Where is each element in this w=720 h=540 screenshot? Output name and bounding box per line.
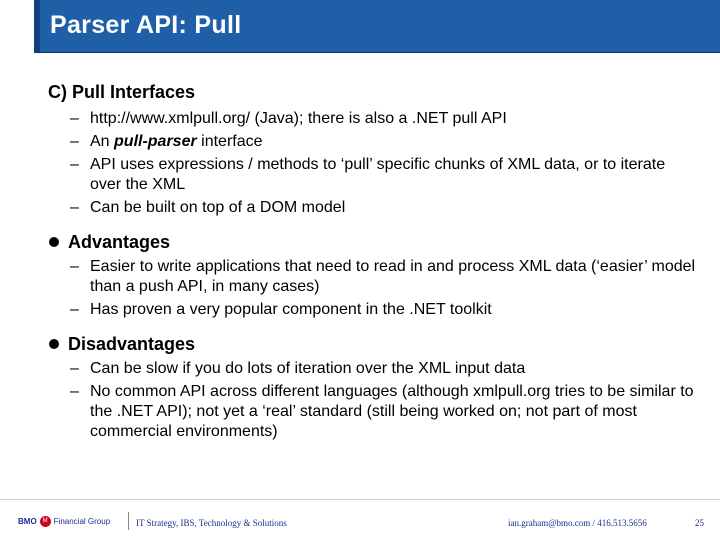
advantages-heading: Advantages [68,232,171,252]
bullet-icon [49,339,59,349]
slide-title: Parser API: Pull [50,11,242,39]
footer-contact: ian.graham@bmo.com / 416.513.5656 [508,518,647,528]
title-bar [34,0,720,53]
advantages-list [48,257,698,320]
emphasis-text: pull-parser [114,133,197,150]
section-c-heading: C) Pull Interfaces [48,82,196,102]
advantages-heading-row [48,232,698,253]
slide-footer [0,499,720,540]
list-item-api-expressions: – API uses expressions / methods to ‘pull’ specific chunks of XML data, or to iterate over the XML [70,155,698,195]
page-number: 25 [695,518,704,528]
logo-brand: BMO [18,517,37,526]
list-item: – Can be slow if you do lots of iteration over the XML input data [70,359,698,379]
list-item: – Easier to write applications that need to read in and process XML data (‘easier’ model than a push API, in many cases) [70,257,698,297]
bullet-icon [49,237,59,247]
section-c-list [48,109,698,218]
footer-divider [128,512,129,530]
slide-content [48,82,698,456]
logo-group-name: Financial Group [53,517,111,526]
list-item: – Has proven a very popular component in the .NET toolkit [70,300,698,320]
disadvantages-list [48,359,698,442]
footer-department: IT Strategy, IBS, Technology & Solutions [136,518,287,528]
disadvantages-heading: Disadvantages [68,334,196,354]
bmo-roundel-icon: M [40,516,51,527]
bmo-logo [18,516,110,527]
list-item-xmlpull: – http://www.xmlpull.org/ (Java); there is also a .NET pull API [70,109,698,129]
text-fragment: An [90,133,115,150]
list-item-dom-model: – Can be built on top of a DOM model [70,198,698,218]
text-fragment: interface [196,133,263,150]
disadvantages-heading-row [48,334,698,355]
list-item: – No common API across different languages (although xmlpull.org tries to be similar to the .NET API); not yet a ‘real’ standard (still being worked on; not part of most commercial environments) [70,382,698,442]
list-item-pull-parser [70,132,698,152]
